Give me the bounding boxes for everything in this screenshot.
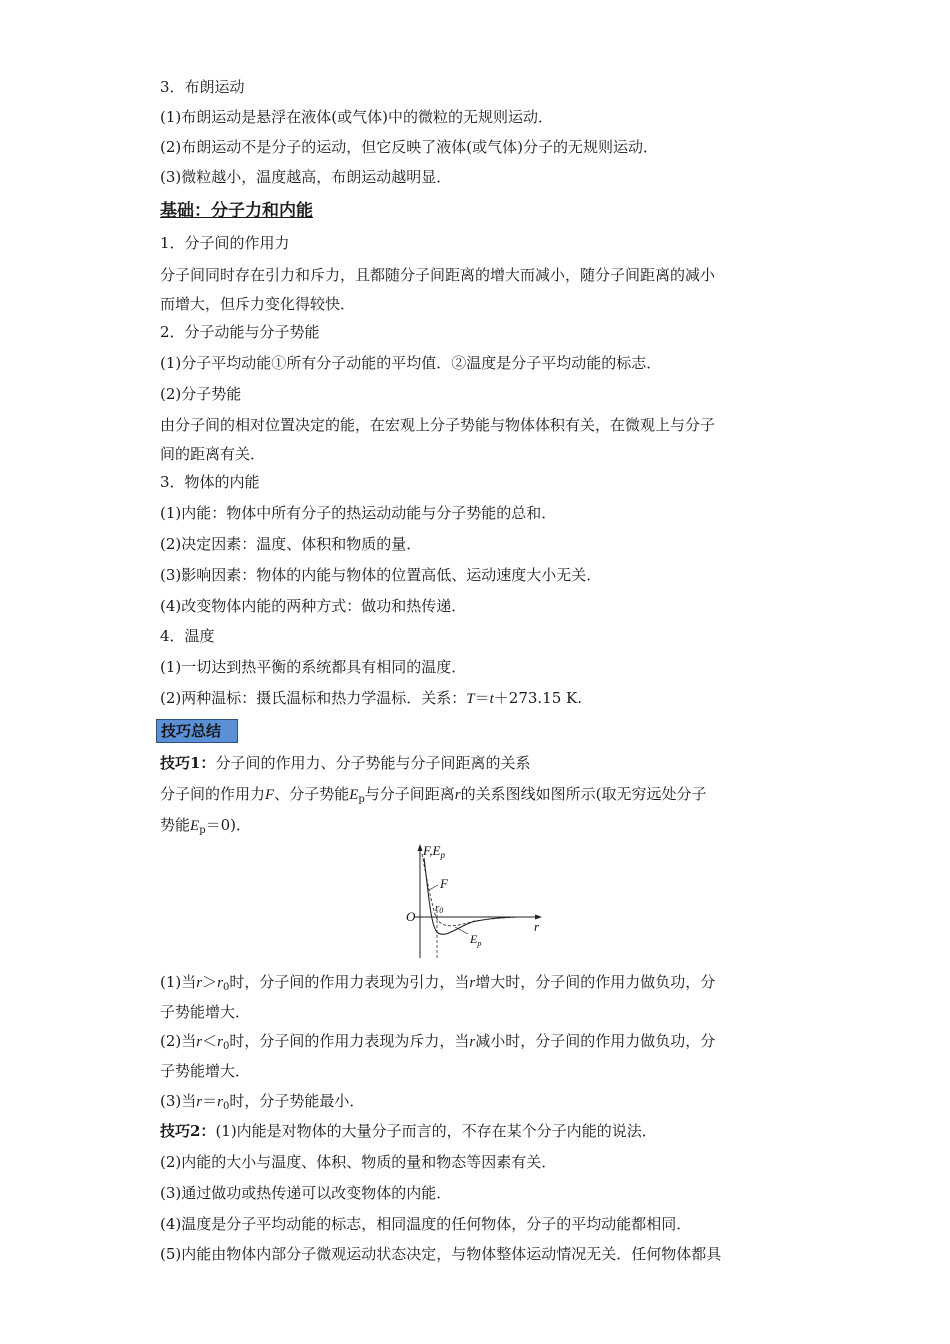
paragraph: (2)决定因素：温度、体积和物质的量． (160, 535, 422, 553)
paragraph-temperature-relation: (2)两种温标：摄氏温标和热力学温标．关系：T＝t＋273.15 K. (160, 689, 583, 707)
r0-label: r0 (435, 902, 444, 915)
force-curve (422, 854, 528, 926)
skills-summary-tag: 技巧总结 (156, 719, 238, 743)
x-axis-label: r (534, 919, 540, 934)
potential-energy-curve (424, 858, 516, 934)
paragraph: (1)内能：物体中所有分子的热运动动能与分子势能的总和． (160, 504, 557, 522)
ep-label: $E_p$ (470, 932, 482, 948)
paragraph: (2)布朗运动不是分子的运动，但它反映了液体(或气体)分子的无规则运动． (160, 138, 658, 156)
paragraph: (3)微粒越小，温度越高，布朗运动越明显． (160, 168, 452, 186)
skill-2-paragraph: 技巧2：(1)内能是对物体的大量分子而言的，不存在某个分子内能的说法． (160, 1122, 657, 1140)
paragraph: (1)布朗运动是悬浮在液体(或气体)中的微粒的无规则运动． (160, 108, 553, 126)
section-title: 3．物体的内能 (160, 473, 260, 491)
y-axis-arrow (418, 844, 423, 851)
skill-1-heading: 技巧1：分子间的作用力、分子势能与分子间距离的关系 (160, 754, 531, 772)
section-title: 1．分子间的作用力 (160, 234, 290, 252)
paragraph: (1)一切达到热平衡的系统都具有相同的温度． (160, 658, 467, 676)
section-title: 2．分子动能与分子势能 (160, 323, 320, 341)
paragraph: 分子间同时存在引力和斥力，且都随分子间距离的增大而减小，随分子间距离的减小 (160, 266, 716, 284)
paragraph: (3)通过做功或热传递可以改变物体的内能． (160, 1184, 452, 1202)
section-title-brownian: 3．布朗运动 (160, 78, 245, 96)
ep-pointer (455, 927, 468, 934)
force-energy-figure (400, 840, 550, 965)
paragraph: (2)分子势能 (160, 385, 242, 403)
paragraph: (2)内能的大小与温度、体积、物质的量和物态等因素有关． (160, 1153, 557, 1171)
paragraph: 势能$E_p=0$)． (160, 816, 251, 836)
paragraph: (4)改变物体内能的两种方式：做功和热传递． (160, 597, 467, 615)
paragraph-case-1: (1)当$r>r_0$时，分子间的作用力表现为引力，当r增大时，分子间的作用力做负功，分 (160, 973, 716, 993)
f-pointer (429, 885, 438, 890)
paragraph: (5)内能由物体内部分子微观运动状态决定，与物体整体运动情况无关．任何物体都具 (160, 1245, 722, 1263)
paragraph-case-2: (2)当$r<r_0$时，分子间的作用力表现为斥力，当r减小时，分子间的作用力做负功，分 (160, 1032, 716, 1052)
paragraph: 间的距离有关． (160, 445, 266, 463)
force-label: F (440, 876, 448, 891)
paragraph: 由分子间的相对位置决定的能，在宏观上分子势能与物体体积有关，在微观上与分子 (160, 416, 716, 434)
origin-label: O (406, 909, 416, 924)
paragraph: 子势能增大． (160, 1062, 251, 1080)
section-title: 4．温度 (160, 627, 215, 645)
paragraph: (1)分子平均动能①所有分子动能的平均值．②温度是分子平均动能的标志． (160, 354, 662, 372)
paragraph: 而增大，但斥力变化得较快． (160, 295, 356, 313)
paragraph: (3)影响因素：物体的内能与物体的位置高低、运动速度大小无关． (160, 566, 602, 584)
paragraph: 分子间的作用力F、分子势能$E_p$与分子间距离r的关系图线如图所示(取无穷远处分子 (160, 785, 707, 805)
paragraph: (4)温度是分子平均动能的标志，相同温度的任何物体，分子的平均动能都相同． (160, 1215, 692, 1233)
heading-basics: 基础：分子力和内能 (160, 201, 313, 221)
paragraph-case-3: (3)当$r=r_0$时，分子势能最小． (160, 1092, 365, 1112)
paragraph: 子势能增大． (160, 1003, 251, 1021)
y-axis-label: $F,E_p$ (423, 843, 445, 860)
